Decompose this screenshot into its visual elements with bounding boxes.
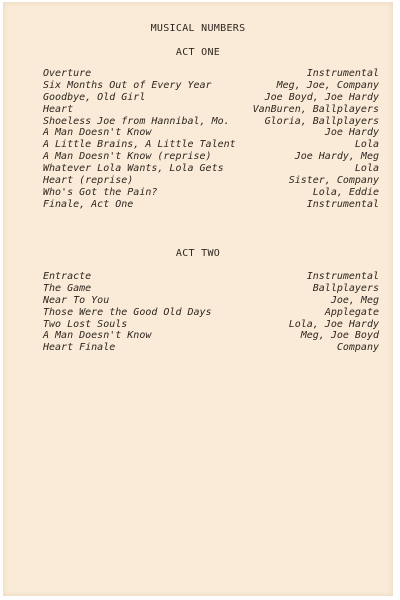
list-item bbox=[43, 319, 379, 331]
performers: Instrumental bbox=[306, 68, 379, 79]
performers: VanBuren, Ballplayers bbox=[252, 103, 379, 115]
song-title: Finale, Act One bbox=[43, 198, 134, 210]
performers: Company bbox=[336, 342, 379, 354]
song-title: Those Were the Good Old Days bbox=[43, 306, 212, 318]
list-item bbox=[43, 330, 379, 342]
list-item bbox=[43, 307, 379, 319]
performers: Lola, Joe Hardy bbox=[288, 318, 379, 330]
performers: Joe, Meg bbox=[330, 294, 379, 306]
song-title: Who's Got the Pain? bbox=[43, 186, 158, 198]
song-title: A Little Brains, A Little Talent bbox=[43, 139, 236, 151]
act-two-list bbox=[43, 271, 379, 354]
performers: Applegate bbox=[324, 306, 379, 318]
list-item bbox=[43, 139, 379, 151]
song-title: A Man Doesn't Know bbox=[43, 330, 152, 342]
performers: Sister, Company bbox=[288, 175, 379, 187]
song-title: A Man Doesn't Know bbox=[43, 127, 152, 139]
song-title: Entracte bbox=[43, 271, 92, 282]
performers: Lola bbox=[354, 163, 379, 175]
list-item bbox=[43, 199, 379, 211]
page-title: MUSICAL NUMBERS bbox=[150, 23, 246, 34]
performers: Ballplayers bbox=[312, 282, 379, 294]
list-item bbox=[43, 68, 379, 80]
performers: Meg, Joe, Company bbox=[276, 79, 379, 91]
song-title: Six Months Out of Every Year bbox=[43, 79, 212, 91]
performers: Meg, Joe Boyd bbox=[300, 330, 379, 342]
song-title: Goodbye, Old Girl bbox=[43, 91, 146, 103]
act-two-heading: ACT TWO bbox=[175, 248, 221, 259]
performers: Gloria, Ballplayers bbox=[264, 115, 379, 127]
song-title: Two Lost Souls bbox=[43, 318, 128, 330]
song-title: Heart Finale bbox=[43, 342, 116, 354]
list-item bbox=[43, 271, 379, 283]
song-title: Shoeless Joe from Hannibal, Mo. bbox=[43, 115, 230, 127]
song-title: Heart (reprise) bbox=[43, 175, 134, 187]
list-item bbox=[43, 175, 379, 187]
list-item bbox=[43, 116, 379, 128]
list-item bbox=[43, 187, 379, 199]
performers: Lola bbox=[354, 139, 379, 151]
list-item bbox=[43, 80, 379, 92]
program-page bbox=[3, 2, 393, 596]
act-one-heading: ACT ONE bbox=[175, 47, 221, 58]
performers: Instrumental bbox=[306, 271, 379, 282]
song-title: The Game bbox=[43, 282, 92, 294]
list-item bbox=[43, 283, 379, 295]
list-item bbox=[43, 104, 379, 116]
list-item bbox=[43, 342, 379, 354]
performers: Joe Hardy, Meg bbox=[294, 151, 379, 163]
performers: Joe Boyd, Joe Hardy bbox=[264, 91, 379, 103]
song-title: A Man Doesn't Know (reprise) bbox=[43, 151, 212, 163]
performers: Instrumental bbox=[306, 198, 379, 210]
act-one-list bbox=[43, 68, 379, 211]
song-title: Overture bbox=[43, 68, 92, 79]
song-title: Heart bbox=[43, 103, 74, 115]
list-item bbox=[43, 163, 379, 175]
list-item bbox=[43, 151, 379, 163]
list-item bbox=[43, 295, 379, 307]
song-title: Whatever Lola Wants, Lola Gets bbox=[43, 163, 224, 175]
performers: Lola, Eddie bbox=[312, 186, 379, 198]
list-item bbox=[43, 127, 379, 139]
performers: Joe Hardy bbox=[324, 127, 379, 139]
list-item bbox=[43, 92, 379, 104]
song-title: Near To You bbox=[43, 294, 110, 306]
